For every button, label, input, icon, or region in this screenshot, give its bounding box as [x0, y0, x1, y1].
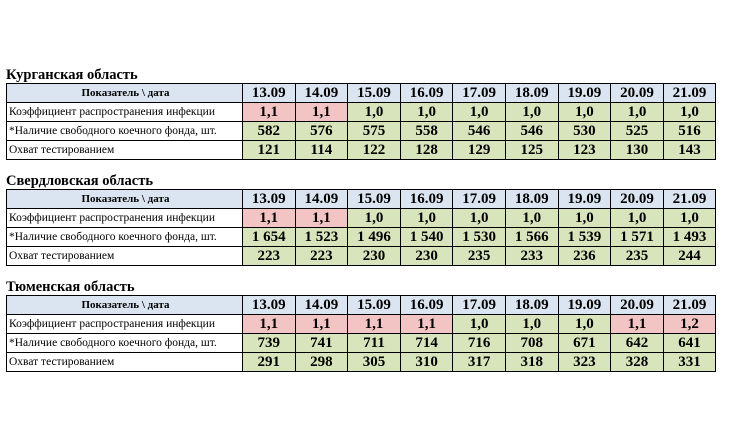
- beds-cell: 1 571: [611, 228, 664, 247]
- rate-cell: 1,0: [558, 315, 611, 334]
- rate-cell: 1,0: [505, 209, 558, 228]
- rate-cell: 1,0: [611, 103, 664, 122]
- beds-cell: 741: [295, 334, 348, 353]
- date-cell: 16.09: [400, 190, 453, 209]
- rate-cell: 1,0: [558, 209, 611, 228]
- row-label: *Наличие свободного коечного фонда, шт.: [7, 122, 243, 141]
- tests-cell: 230: [348, 247, 401, 266]
- beds-row: [7, 228, 716, 247]
- beds-cell: 546: [453, 122, 506, 141]
- rate-cell: 1,0: [663, 103, 716, 122]
- beds-cell: 716: [453, 334, 506, 353]
- beds-cell: 1 539: [558, 228, 611, 247]
- tests-cell: 331: [663, 353, 716, 372]
- tests-cell: 317: [453, 353, 506, 372]
- region-table: [6, 295, 716, 372]
- header-label-cell: Показатель \ дата: [7, 296, 243, 315]
- tests-cell: 235: [611, 247, 664, 266]
- rate-cell: 1,0: [453, 315, 506, 334]
- date-cell: 20.09: [611, 190, 664, 209]
- rate-cell: 1,2: [663, 315, 716, 334]
- beds-row: [7, 122, 716, 141]
- rate-cell: 1,1: [243, 103, 296, 122]
- beds-cell: 1 566: [505, 228, 558, 247]
- testing-row: [7, 141, 716, 160]
- tests-cell: 128: [400, 141, 453, 160]
- beds-cell: 546: [505, 122, 558, 141]
- date-cell: 17.09: [453, 296, 506, 315]
- tests-cell: 291: [243, 353, 296, 372]
- beds-cell: 575: [348, 122, 401, 141]
- date-cell: 15.09: [348, 190, 401, 209]
- rate-cell: 1,0: [611, 209, 664, 228]
- beds-cell: 582: [243, 122, 296, 141]
- header-label-cell: Показатель \ дата: [7, 190, 243, 209]
- tests-cell: 244: [663, 247, 716, 266]
- rate-cell: 1,1: [611, 315, 664, 334]
- tests-cell: 323: [558, 353, 611, 372]
- rate-cell: 1,1: [243, 315, 296, 334]
- tests-cell: 129: [453, 141, 506, 160]
- date-cell: 18.09: [505, 84, 558, 103]
- infection-rate-row: [7, 315, 716, 334]
- beds-cell: 1 530: [453, 228, 506, 247]
- region-table: [6, 83, 716, 160]
- rate-cell: 1,0: [348, 103, 401, 122]
- tests-cell: 230: [400, 247, 453, 266]
- rate-cell: 1,0: [505, 103, 558, 122]
- region-section-sverdlovsk: [6, 173, 716, 266]
- testing-row: [7, 353, 716, 372]
- rate-cell: 1,1: [243, 209, 296, 228]
- beds-cell: 1 540: [400, 228, 453, 247]
- region-section-kurgan: [6, 67, 716, 160]
- row-label: Охват тестированием: [7, 141, 243, 160]
- beds-cell: 1 496: [348, 228, 401, 247]
- beds-cell: 558: [400, 122, 453, 141]
- tests-cell: 223: [295, 247, 348, 266]
- date-cell: 19.09: [558, 296, 611, 315]
- region-title: Свердловская область: [6, 173, 154, 189]
- tests-cell: 125: [505, 141, 558, 160]
- rate-cell: 1,0: [453, 103, 506, 122]
- date-cell: 20.09: [611, 84, 664, 103]
- beds-cell: 671: [558, 334, 611, 353]
- beds-cell: 530: [558, 122, 611, 141]
- region-title: Тюменская область: [6, 279, 135, 295]
- date-cell: 20.09: [611, 296, 664, 315]
- beds-cell: 711: [348, 334, 401, 353]
- region-section-tyumen: [6, 279, 716, 372]
- rate-cell: 1,0: [558, 103, 611, 122]
- row-label: Коэффициент распространения инфекции: [7, 103, 243, 122]
- rate-cell: 1,1: [295, 103, 348, 122]
- beds-cell: 714: [400, 334, 453, 353]
- date-cell: 19.09: [558, 84, 611, 103]
- header-row: [7, 84, 716, 103]
- row-label: *Наличие свободного коечного фонда, шт.: [7, 334, 243, 353]
- beds-cell: 739: [243, 334, 296, 353]
- beds-cell: 525: [611, 122, 664, 141]
- date-cell: 13.09: [243, 296, 296, 315]
- header-row: [7, 190, 716, 209]
- rate-cell: 1,1: [295, 209, 348, 228]
- date-cell: 17.09: [453, 84, 506, 103]
- tests-cell: 114: [295, 141, 348, 160]
- tests-cell: 223: [243, 247, 296, 266]
- rate-cell: 1,0: [400, 209, 453, 228]
- tests-cell: 328: [611, 353, 664, 372]
- infection-rate-row: [7, 103, 716, 122]
- beds-cell: 1 523: [295, 228, 348, 247]
- header-label-cell: Показатель \ дата: [7, 84, 243, 103]
- beds-cell: 708: [505, 334, 558, 353]
- tests-cell: 298: [295, 353, 348, 372]
- row-label: Охват тестированием: [7, 247, 243, 266]
- beds-cell: 516: [663, 122, 716, 141]
- date-cell: 14.09: [295, 296, 348, 315]
- tests-cell: 310: [400, 353, 453, 372]
- testing-row: [7, 247, 716, 266]
- date-cell: 13.09: [243, 190, 296, 209]
- row-label: Охват тестированием: [7, 353, 243, 372]
- rate-cell: 1,1: [295, 315, 348, 334]
- tests-cell: 236: [558, 247, 611, 266]
- rate-cell: 1,1: [400, 315, 453, 334]
- rate-cell: 1,0: [453, 209, 506, 228]
- tests-cell: 235: [453, 247, 506, 266]
- date-cell: 16.09: [400, 296, 453, 315]
- date-cell: 17.09: [453, 190, 506, 209]
- region-table: [6, 189, 716, 266]
- infection-rate-row: [7, 209, 716, 228]
- row-label: Коэффициент распространения инфекции: [7, 209, 243, 228]
- tests-cell: 233: [505, 247, 558, 266]
- tests-cell: 123: [558, 141, 611, 160]
- row-label: Коэффициент распространения инфекции: [7, 315, 243, 334]
- date-cell: 15.09: [348, 296, 401, 315]
- tests-cell: 122: [348, 141, 401, 160]
- date-cell: 16.09: [400, 84, 453, 103]
- date-cell: 18.09: [505, 296, 558, 315]
- rate-cell: 1,0: [400, 103, 453, 122]
- date-cell: 13.09: [243, 84, 296, 103]
- beds-cell: 641: [663, 334, 716, 353]
- rate-cell: 1,0: [663, 209, 716, 228]
- date-cell: 14.09: [295, 190, 348, 209]
- beds-cell: 576: [295, 122, 348, 141]
- rate-cell: 1,0: [348, 209, 401, 228]
- rate-cell: 1,0: [505, 315, 558, 334]
- tests-cell: 121: [243, 141, 296, 160]
- beds-cell: 1 493: [663, 228, 716, 247]
- date-cell: 21.09: [663, 84, 716, 103]
- region-title: Курганская область: [6, 67, 138, 83]
- date-cell: 18.09: [505, 190, 558, 209]
- beds-cell: 642: [611, 334, 664, 353]
- date-cell: 21.09: [663, 190, 716, 209]
- date-cell: 15.09: [348, 84, 401, 103]
- beds-cell: 1 654: [243, 228, 296, 247]
- date-cell: 19.09: [558, 190, 611, 209]
- header-row: [7, 296, 716, 315]
- row-label: *Наличие свободного коечного фонда, шт.: [7, 228, 243, 247]
- beds-row: [7, 334, 716, 353]
- tests-cell: 305: [348, 353, 401, 372]
- rate-cell: 1,1: [348, 315, 401, 334]
- date-cell: 21.09: [663, 296, 716, 315]
- date-cell: 14.09: [295, 84, 348, 103]
- tests-cell: 130: [611, 141, 664, 160]
- tests-cell: 318: [505, 353, 558, 372]
- tests-cell: 143: [663, 141, 716, 160]
